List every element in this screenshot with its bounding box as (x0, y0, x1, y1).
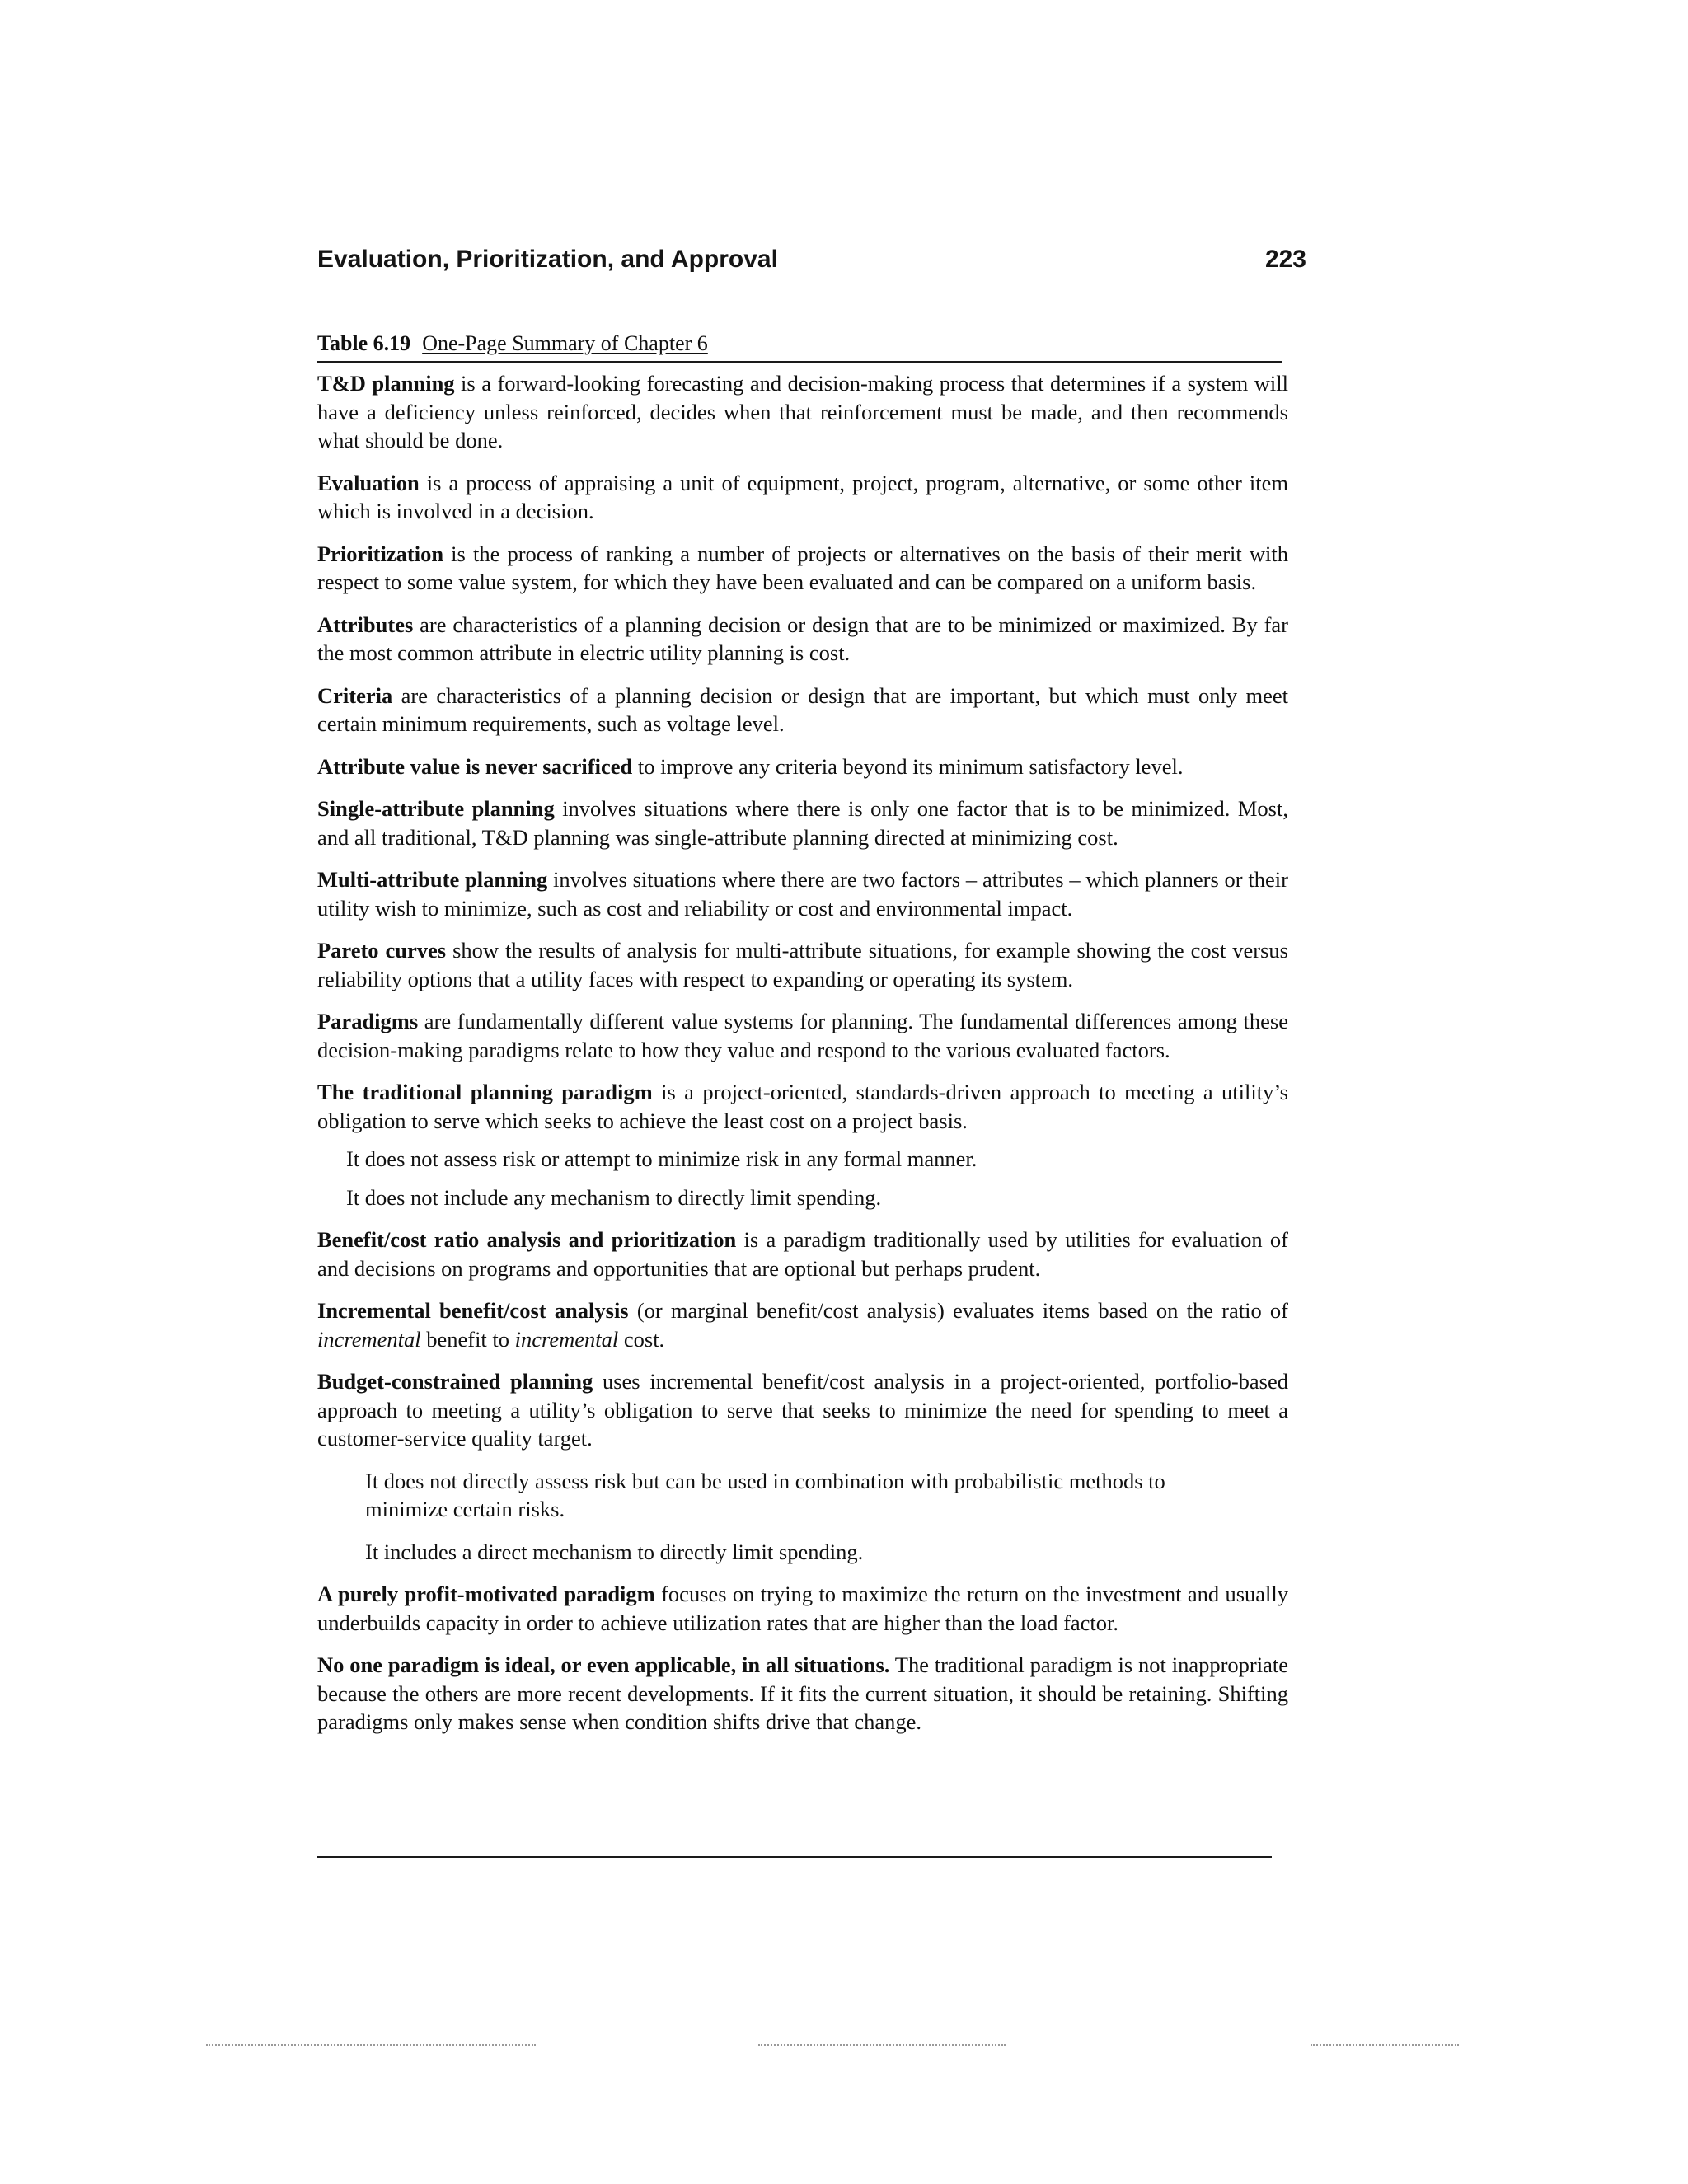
term: Attributes (317, 612, 414, 637)
page-number: 223 (1264, 246, 1306, 273)
paragraph-paradigms (317, 1007, 1288, 1064)
budget-note-risk: It does not directly assess risk but can be used in combination with probabilistic methods to minimize certain risks. (365, 1468, 1165, 1521)
term: Attribute value is never sacrificed (317, 753, 633, 779)
term: Pareto curves (317, 938, 447, 963)
paragraph-incremental-benefit-cost (317, 1296, 1288, 1353)
paragraph-traditional-paradigm (317, 1078, 1288, 1135)
term: Evaluation (317, 470, 420, 495)
definition: is the process of ranking a number of projects or alternatives on the basis of their merit with respect to some value system, for which they have been evaluated and can be compared on a uniform basis. (317, 541, 1288, 594)
budget-note-spending: It includes a direct mechanism to directly limit spending. (365, 1539, 864, 1564)
term: The traditional planning paradigm (317, 1080, 653, 1104)
paragraph-single-attribute (317, 794, 1288, 851)
term: Prioritization (317, 541, 444, 566)
scan-artifacts (0, 2044, 1688, 2060)
definition: is a process of appraising a unit of equipment, project, program, alternative, or some other item which is involved in a decision. (317, 470, 1288, 523)
definition: are fundamentally different value systems for planning. The fundamental differences among these decision-making paradigms relate to how they value and respond to the various evaluated factors. (317, 1009, 1288, 1062)
term: Multi-attribute planning (317, 867, 548, 892)
term: Budget-constrained planning (317, 1369, 593, 1394)
definition-part: (or marginal benefit/cost analysis) evaluates items based on the ratio of (628, 1298, 1289, 1323)
table-caption (317, 330, 1282, 363)
term: Paradigms (317, 1009, 419, 1033)
traditional-note-risk: It does not assess risk or attempt to minimize risk in any formal manner. (346, 1146, 978, 1171)
definition-part: benefit to (420, 1326, 515, 1352)
paragraph-budget-constrained (317, 1367, 1288, 1453)
paragraph-attribute-value (317, 752, 1288, 781)
emphasis: incremental (317, 1326, 421, 1352)
scan-mark (206, 2044, 536, 2046)
paragraph-criteria (317, 682, 1288, 738)
term: T&D planning (317, 371, 455, 396)
paragraph-attributes (317, 611, 1288, 668)
table-title: One-Page Summary of Chapter 6 (422, 331, 708, 355)
summary-content (317, 369, 1288, 1750)
paragraph-no-one-paradigm (317, 1651, 1288, 1736)
definition: focuses on trying to maximize the return on the investment and usually underbuilds capacity in order to achieve utilization rates that are higher than the load factor. (317, 1582, 1288, 1635)
definition: to improve any criteria beyond its minimum satisfactory level. (632, 753, 1184, 779)
paragraph-evaluation (317, 469, 1288, 526)
paragraph-benefit-cost (317, 1226, 1288, 1282)
page-header (317, 246, 1306, 287)
definition: is a paradigm traditionally used by utilities for evaluation of and decisions on programs and opportunities that are optional but perhaps prudent. (317, 1227, 1288, 1281)
table-bottom-rule (317, 1856, 1272, 1858)
definition: is a forward-looking forecasting and decision-making process that determines if a system will have a deficiency unless reinforced, decides when that reinforcement must be made, and then recommends what should be done. (317, 371, 1288, 452)
term: A purely profit-motivated paradigm (317, 1582, 655, 1606)
term: No one paradigm is ideal, or even applicable, in all situations. (317, 1652, 890, 1677)
table-label: Table 6.19 (317, 331, 411, 355)
traditional-note-spending: It does not include any mechanism to directly limit spending. (346, 1184, 882, 1210)
paragraph-profit-motivated (317, 1580, 1288, 1637)
term: Benefit/cost ratio analysis and prioritization (317, 1227, 737, 1252)
term: Incremental benefit/cost analysis (317, 1298, 629, 1323)
paragraph-prioritization (317, 540, 1288, 597)
scan-mark (1311, 2044, 1459, 2046)
definition: are characteristics of a planning decision or design that are important, but which must only meet certain minimum requirements, such as voltage level. (317, 682, 1288, 736)
term: Single-attribute planning (317, 796, 555, 821)
definition: uses incremental benefit/cost analysis in a project-oriented, portfolio-based approach to meeting a utility’s obligation to serve that seeks to minimize the need for spending to meet a customer-service quality target. (317, 1369, 1288, 1451)
scan-mark (758, 2044, 1006, 2046)
paragraph-multi-attribute (317, 865, 1288, 922)
paragraph-td-planning (317, 369, 1288, 455)
definition: involves situations where there is only one factor that is to be minimized. Most, and all traditional, T&D planning was single-attribute planning directed at minimizing cost. (317, 796, 1288, 850)
definition: show the results of analysis for multi-attribute situations, for example showing the cost versus reliability options that a utility faces with respect to expanding or operating its system. (317, 938, 1288, 991)
definition: The traditional paradigm is not inappropriate because the others are more recent developments. If it fits the current situation, it should be retaining. Shifting paradigms only makes sense when condition shifts drive that change. (317, 1652, 1288, 1734)
definition: is a project-oriented, standards-driven approach to meeting a utility’s obligation to serve which seeks to achieve the least cost on a project basis. (317, 1080, 1288, 1133)
emphasis: incremental (514, 1326, 619, 1352)
definition-part: cost. (618, 1326, 665, 1352)
term: Criteria (317, 682, 393, 708)
paragraph-pareto-curves (317, 936, 1288, 993)
definition: are characteristics of a planning decision or design that are to be minimized or maximized. By far the most common attribute in electric utility planning is cost. (317, 612, 1288, 665)
running-title: Evaluation, Prioritization, and Approval (317, 246, 778, 273)
definition: involves situations where there are two factors – attributes – which planners or their utility wish to minimize, such as cost and reliability or cost and environmental impact. (317, 867, 1288, 921)
